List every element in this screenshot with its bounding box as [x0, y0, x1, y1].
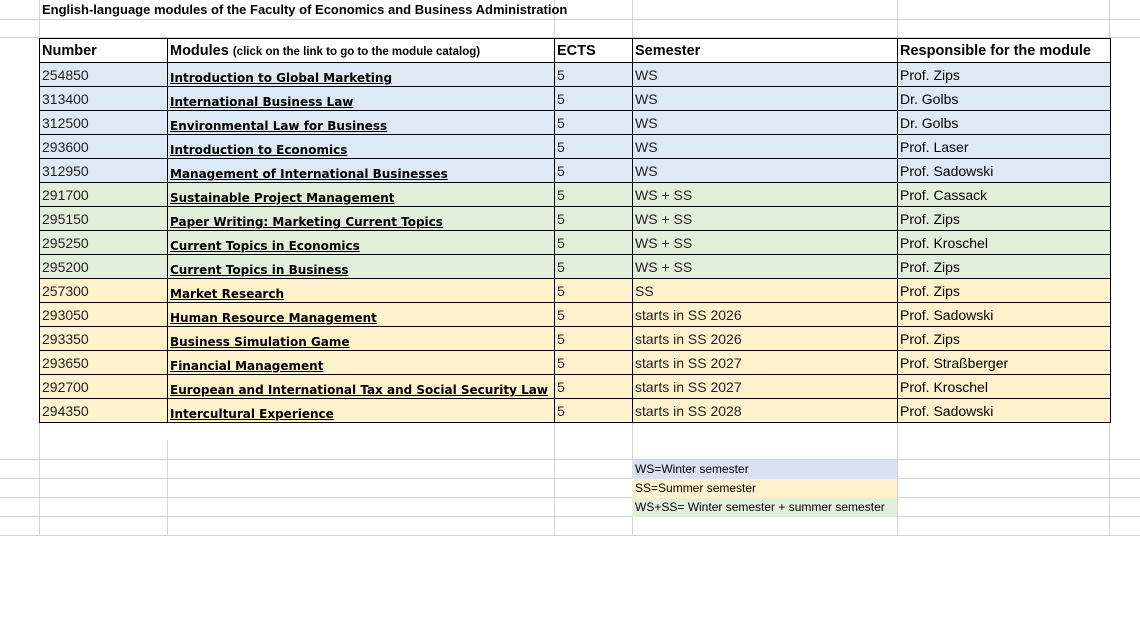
- module-link[interactable]: Intercultural Experience: [168, 399, 555, 423]
- cell-number[interactable]: 294350: [40, 399, 168, 423]
- cell-ects[interactable]: 5: [555, 327, 633, 351]
- cell-ects[interactable]: 5: [555, 207, 633, 231]
- cell-ects[interactable]: 5: [555, 375, 633, 399]
- cell-semester[interactable]: WS: [633, 63, 898, 87]
- grid-line: [0, 535, 1140, 536]
- cell-number[interactable]: 312950: [40, 159, 168, 183]
- cell-ects[interactable]: 5: [555, 87, 633, 111]
- cell-ects[interactable]: 5: [555, 63, 633, 87]
- cell-responsible[interactable]: Prof. Zips: [898, 63, 1111, 87]
- cell-responsible[interactable]: Dr. Golbs: [898, 111, 1111, 135]
- table-row: [40, 375, 1111, 399]
- module-link[interactable]: European and International Tax and Social Security Law: [168, 375, 555, 399]
- grid-line: [0, 478, 1140, 479]
- header-modules[interactable]: [168, 39, 555, 63]
- cell-number[interactable]: 295250: [40, 231, 168, 255]
- cell-responsible[interactable]: Dr. Golbs: [898, 87, 1111, 111]
- grid-line: [0, 459, 1140, 460]
- cell-number[interactable]: 312500: [40, 111, 168, 135]
- cell-semester[interactable]: WS: [633, 159, 898, 183]
- cell-semester[interactable]: WS: [633, 135, 898, 159]
- cell-responsible[interactable]: Prof. Kroschel: [898, 375, 1111, 399]
- cell-responsible[interactable]: Prof. Laser: [898, 135, 1111, 159]
- cell-ects[interactable]: 5: [555, 135, 633, 159]
- cell-number[interactable]: 254850: [40, 63, 168, 87]
- grid-line: [167, 440, 168, 536]
- cell-ects[interactable]: 5: [555, 351, 633, 375]
- cell-ects[interactable]: 5: [555, 159, 633, 183]
- modules-table: [39, 38, 1111, 423]
- cell-semester[interactable]: SS: [633, 279, 898, 303]
- cell-semester[interactable]: WS + SS: [633, 231, 898, 255]
- cell-semester[interactable]: starts in SS 2026: [633, 303, 898, 327]
- cell-responsible[interactable]: Prof. Zips: [898, 279, 1111, 303]
- cell-number[interactable]: 293600: [40, 135, 168, 159]
- cell-number[interactable]: 313400: [40, 87, 168, 111]
- cell-number[interactable]: 295150: [40, 207, 168, 231]
- cell-semester[interactable]: WS + SS: [633, 207, 898, 231]
- table-row: [40, 87, 1111, 111]
- grid-line: [0, 497, 1140, 498]
- cell-number[interactable]: 293350: [40, 327, 168, 351]
- module-link[interactable]: Paper Writing: Marketing Current Topics: [168, 207, 555, 231]
- header-modules-label: Modules: [170, 42, 229, 59]
- module-link[interactable]: Current Topics in Economics: [168, 231, 555, 255]
- cell-responsible[interactable]: Prof. Sadowski: [898, 303, 1111, 327]
- header-responsible[interactable]: Responsible for the module: [898, 39, 1111, 63]
- module-link[interactable]: Introduction to Economics: [168, 135, 555, 159]
- sheet-title: English-language modules of the Faculty of Economics and Business Administration: [42, 2, 568, 17]
- cell-responsible[interactable]: Prof. Kroschel: [898, 231, 1111, 255]
- legend-wsss[interactable]: WS+SS= Winter semester + summer semester: [632, 498, 897, 517]
- cell-number[interactable]: 293050: [40, 303, 168, 327]
- cell-number[interactable]: 295200: [40, 255, 168, 279]
- legend-ws[interactable]: WS=Winter semester: [632, 460, 897, 479]
- cell-responsible[interactable]: Prof. Sadowski: [898, 399, 1111, 423]
- table-row: [40, 183, 1111, 207]
- module-link[interactable]: Management of International Businesses: [168, 159, 555, 183]
- cell-semester[interactable]: starts in SS 2026: [633, 327, 898, 351]
- table-row: [40, 327, 1111, 351]
- cell-ects[interactable]: 5: [555, 279, 633, 303]
- table-row: [40, 207, 1111, 231]
- table-row: [40, 111, 1111, 135]
- table-row: [40, 231, 1111, 255]
- cell-number[interactable]: 291700: [40, 183, 168, 207]
- table-header-row: [40, 39, 1111, 63]
- cell-ects[interactable]: 5: [555, 231, 633, 255]
- cell-ects[interactable]: 5: [555, 399, 633, 423]
- cell-ects[interactable]: 5: [555, 303, 633, 327]
- cell-responsible[interactable]: Prof. Cassack: [898, 183, 1111, 207]
- module-link[interactable]: Business Simulation Game: [168, 327, 555, 351]
- table-row: [40, 351, 1111, 375]
- cell-semester[interactable]: WS: [633, 111, 898, 135]
- cell-ects[interactable]: 5: [555, 111, 633, 135]
- table-row: [40, 255, 1111, 279]
- cell-semester[interactable]: starts in SS 2028: [633, 399, 898, 423]
- module-link[interactable]: Introduction to Global Marketing: [168, 63, 555, 87]
- cell-number[interactable]: 292700: [40, 375, 168, 399]
- module-link[interactable]: Financial Management: [168, 351, 555, 375]
- cell-responsible[interactable]: Prof. Zips: [898, 255, 1111, 279]
- cell-semester[interactable]: WS + SS: [633, 255, 898, 279]
- module-link[interactable]: Environmental Law for Business: [168, 111, 555, 135]
- table-row: [40, 63, 1111, 87]
- table-row: [40, 135, 1111, 159]
- cell-semester[interactable]: WS: [633, 87, 898, 111]
- cell-number[interactable]: 293650: [40, 351, 168, 375]
- cell-number[interactable]: 257300: [40, 279, 168, 303]
- header-ects[interactable]: ECTS: [555, 39, 633, 63]
- table-row: [40, 159, 1111, 183]
- module-link[interactable]: Sustainable Project Management: [168, 183, 555, 207]
- header-modules-hint: (click on the link to go to the module catalog): [232, 45, 481, 58]
- legend-ss[interactable]: SS=Summer semester: [632, 479, 897, 498]
- cell-responsible[interactable]: Prof. Sadowski: [898, 159, 1111, 183]
- cell-ects[interactable]: 5: [555, 183, 633, 207]
- cell-semester[interactable]: starts in SS 2027: [633, 351, 898, 375]
- header-number[interactable]: Number: [40, 39, 168, 63]
- module-link[interactable]: Market Research: [168, 279, 555, 303]
- table-row: [40, 303, 1111, 327]
- cell-responsible[interactable]: Prof. Zips: [898, 327, 1111, 351]
- cell-responsible[interactable]: Prof. Zips: [898, 207, 1111, 231]
- module-link[interactable]: Human Resource Management: [168, 303, 555, 327]
- header-semester[interactable]: Semester: [633, 39, 898, 63]
- module-link[interactable]: Current Topics in Business: [168, 255, 555, 279]
- cell-semester[interactable]: WS + SS: [633, 183, 898, 207]
- grid-line: [0, 516, 1140, 517]
- cell-responsible[interactable]: Prof. Straßberger: [898, 351, 1111, 375]
- module-link[interactable]: International Business Law: [168, 87, 555, 111]
- cell-semester[interactable]: starts in SS 2027: [633, 375, 898, 399]
- table-row: [40, 279, 1111, 303]
- table-row: [40, 399, 1111, 423]
- cell-ects[interactable]: 5: [555, 255, 633, 279]
